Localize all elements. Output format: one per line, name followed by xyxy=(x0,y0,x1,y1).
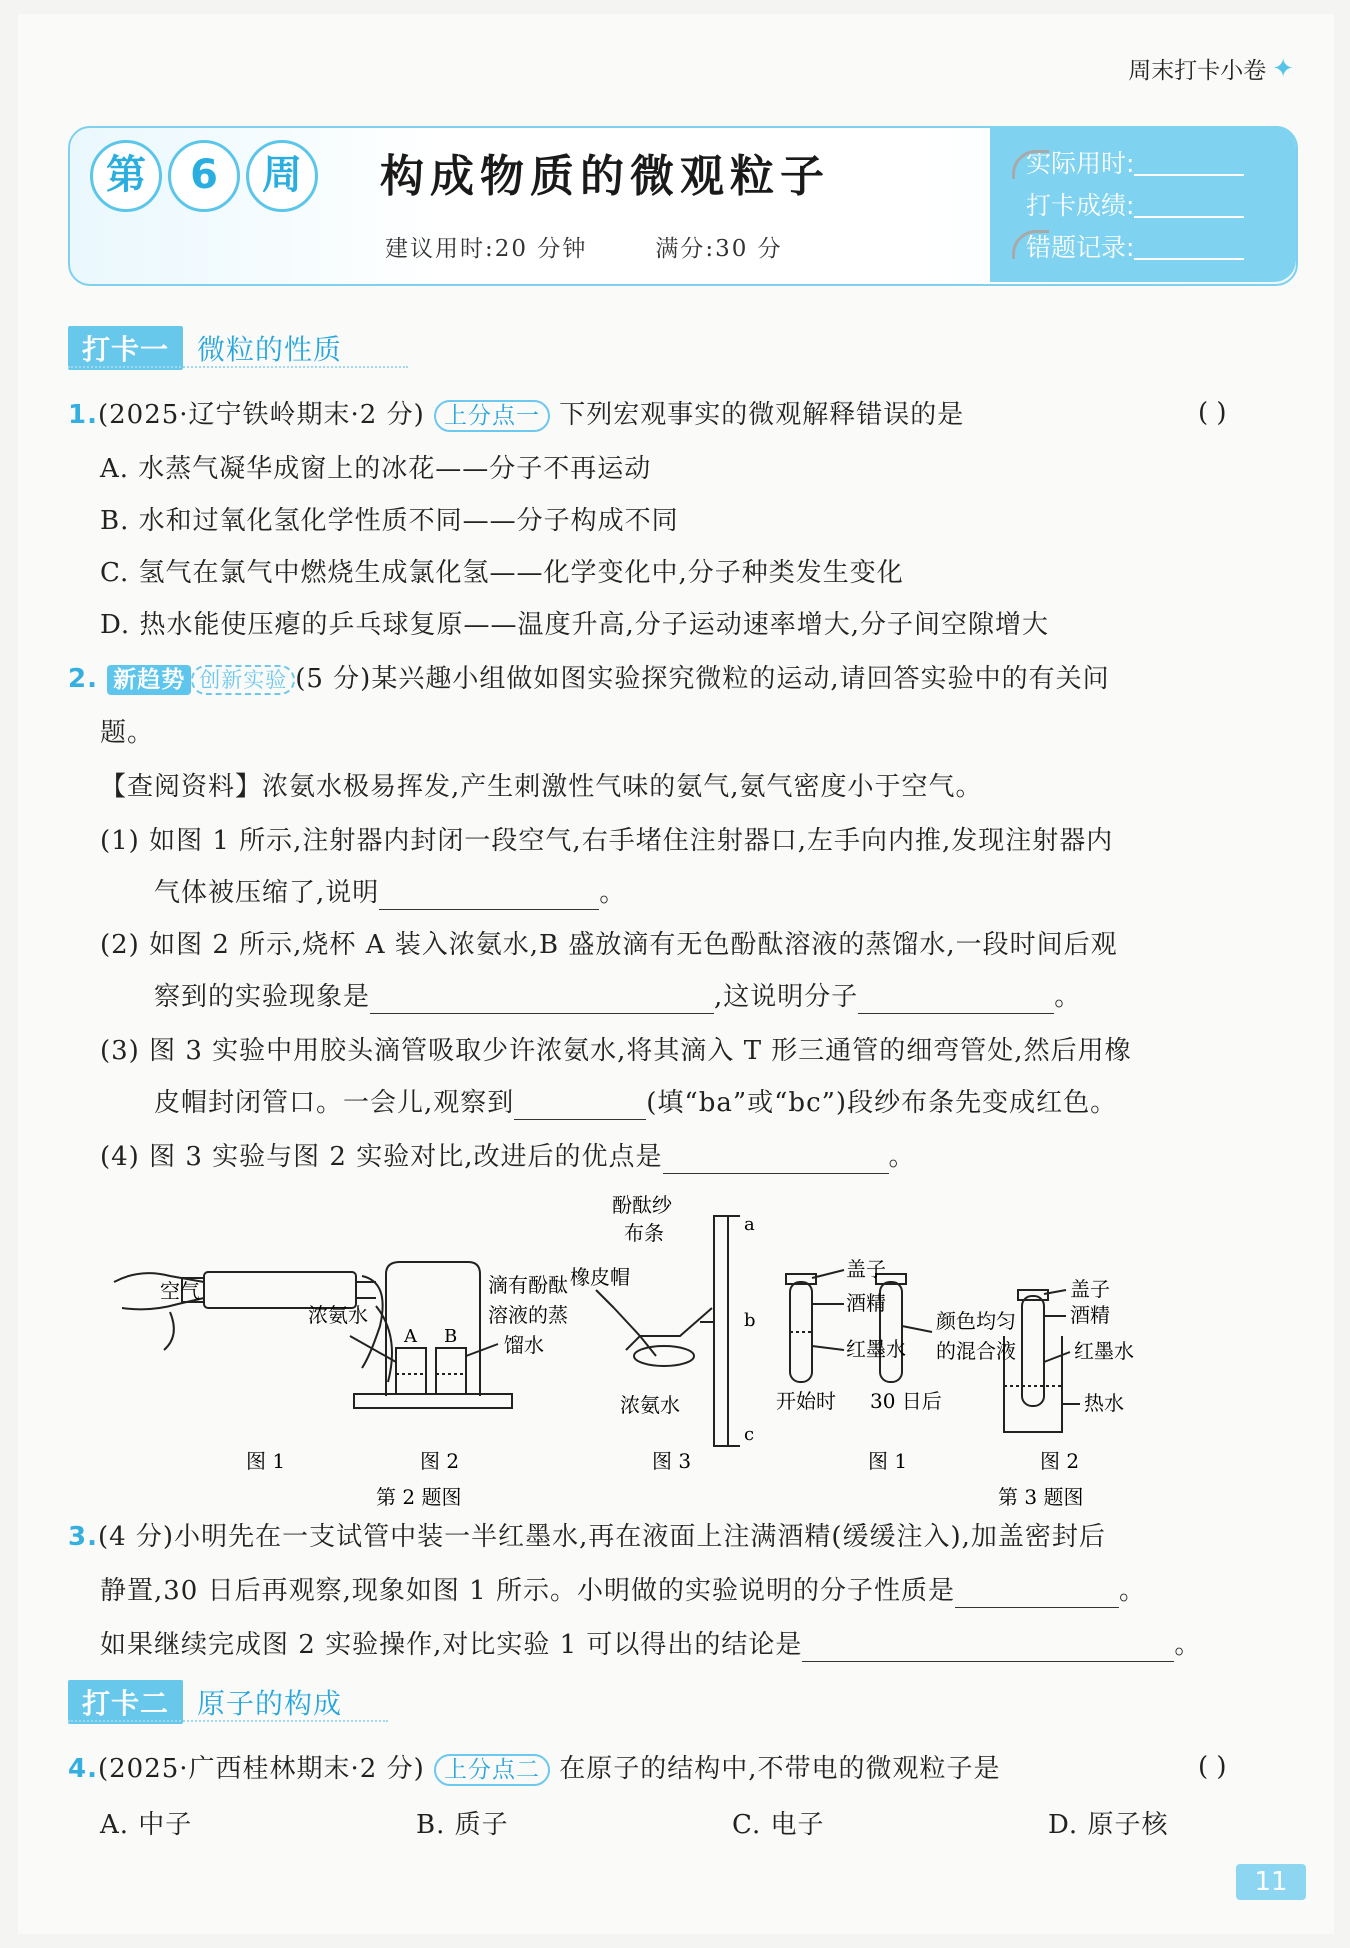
q1-meta: (2025·辽宁铁岭期末·2 分) xyxy=(97,400,425,430)
q2-part3-blank[interactable] xyxy=(514,1091,646,1120)
section-underline xyxy=(68,1720,388,1722)
q3-blank-b[interactable] xyxy=(802,1633,1174,1662)
q2-part3-line1: (3) 图 3 实验中用胶头滴管吸取少许浓氨水,将其滴入 T 形三通管的细弯管处,然后用橡 xyxy=(100,1036,1132,1066)
q2-part1-line2: 气体被压缩了,说明 。 xyxy=(154,878,627,908)
q2-part2-line2: 察到的实验现象是 ,这说明分子 。 xyxy=(154,982,1082,1012)
record-row-errors: 错题记录: xyxy=(1026,228,1244,264)
q2-part1-line1: (1) 如图 1 所示,注射器内封闭一段空气,右手堵住注射器口,左手向内推,发现注射器内 xyxy=(100,826,1114,856)
q2-part2-blank-b[interactable] xyxy=(858,985,1054,1014)
corner-tag xyxy=(1128,52,1294,85)
q3-fig1-caption: 图 1 xyxy=(868,1449,908,1473)
q1-stem xyxy=(68,398,964,432)
q2-part4: (4) 图 3 实验与图 2 实验对比,改进后的优点是 。 xyxy=(100,1142,916,1172)
fig3-ammonia-label: 浓氨水 xyxy=(620,1393,680,1417)
page-number: 11 xyxy=(1236,1864,1306,1900)
q1-option-c[interactable]: C. 氢气在氯气中燃烧生成氯化氢——化学变化中,分子种类发生变化 xyxy=(100,558,904,588)
q3-lid-label: 盖子 xyxy=(846,1257,886,1281)
fig3-point-c: c xyxy=(744,1424,755,1445)
q1-option-b[interactable]: B. 水和过氧化氢化学性质不同——分子构成不同 xyxy=(100,506,679,536)
q3-line3: 如果继续完成图 2 实验操作,对比实验 1 可以得出的结论是 。 xyxy=(100,1630,1202,1660)
corner-tag-text: 周末打卡小卷 xyxy=(1128,58,1267,84)
q2-stem-text: (5 分)某兴趣小组做如图实验探究微粒的运动,请回答实验中的有关问 xyxy=(295,664,1110,694)
q1-stem-text: 下列宏观事实的微观解释错误的是 xyxy=(559,400,965,430)
q2-part1-blank[interactable] xyxy=(379,881,599,910)
q4-stem-text: 在原子的结构中,不带电的微观粒子是 xyxy=(559,1754,1001,1784)
fig1-syringe xyxy=(114,1272,392,1382)
q3-fig2-caption: 图 2 xyxy=(1040,1449,1080,1473)
q3-lid2-label: 盖子 xyxy=(1070,1277,1110,1301)
section-tag: 打卡二 xyxy=(68,1680,183,1724)
q2-trend-tag: 新趋势 xyxy=(107,665,191,695)
full-score: 满分:30 分 xyxy=(655,236,783,262)
q2-figure-caption: 第 2 题图 xyxy=(376,1485,462,1506)
q3-mixed-label-2: 的混合液 xyxy=(936,1339,1016,1363)
fig3-gauze-label-2: 布条 xyxy=(624,1221,664,1245)
fig3-point-b: b xyxy=(744,1310,756,1331)
fig3-cap-label: 橡皮帽 xyxy=(570,1265,630,1289)
section-name: 原子的构成 xyxy=(197,1687,343,1720)
q1-point-tag: 上分点一 xyxy=(434,400,550,432)
suggested-time: 建议用时:20 分钟 xyxy=(385,236,588,262)
q1-option-d[interactable]: D. 热水能使压瘪的乒乓球复原——温度升高,分子运动速率增大,分子间空隙增大 xyxy=(100,610,1049,640)
q3-mixed-label-1: 颜色均匀 xyxy=(936,1309,1016,1333)
record-row-score: 打卡成绩: xyxy=(1026,186,1244,222)
section-header-1 xyxy=(68,326,342,370)
week-char-3: 周 xyxy=(246,140,318,212)
q2-number: 2. xyxy=(68,664,98,694)
section-header-2 xyxy=(68,1680,342,1724)
week-badge xyxy=(90,140,318,212)
q2-part3-line2: 皮帽封闭管口。一会儿,观察到 (填“ba”或“bc”)段纱布条先变成红色。 xyxy=(154,1088,1118,1118)
binder-hook-icon xyxy=(1012,150,1049,179)
q4-meta: (2025·广西桂林期末·2 分) xyxy=(97,1754,425,1784)
fig2-phenol-label-1: 滴有酚酞 xyxy=(488,1273,568,1297)
fig3-gauze-label-1: 酚酞纱 xyxy=(612,1193,672,1217)
q2-stem xyxy=(68,662,1110,696)
fig2-beaker-a: A xyxy=(404,1326,417,1347)
q2-part2-line1: (2) 如图 2 所示,烧杯 A 装入浓氨水,B 盛放滴有无色酚酞溶液的蒸馏水,一段时间后观 xyxy=(100,930,1118,960)
sparkle-icon: ✦ xyxy=(1272,53,1294,84)
q3-line2: 静置,30 日后再观察,现象如图 1 所示。小明做的实验说明的分子性质是 。 xyxy=(100,1576,1146,1606)
page-title: 构成物质的微观粒子 xyxy=(380,151,830,202)
q4-option-d[interactable]: D. 原子核 xyxy=(1048,1810,1169,1840)
q3-red-ink2-label: 红墨水 xyxy=(1074,1339,1134,1363)
q2-part2-blank-a[interactable] xyxy=(370,985,714,1014)
fig2-phenol-label-3: 馏水 xyxy=(504,1333,544,1357)
q4-number: 4. xyxy=(68,1754,98,1784)
q1-option-a[interactable]: A. 水蒸气凝华成窗上的冰花——分子不再运动 xyxy=(100,454,652,484)
fig1-caption: 图 1 xyxy=(246,1449,286,1473)
q2-innovation-tag: 创新实验 xyxy=(191,665,295,695)
q3-start-label: 开始时 xyxy=(776,1389,836,1413)
q3-line1: 3.(4 分)小明先在一支试管中装一半红墨水,再在液面上注满酒精(缓缓注入),加盖密封后 xyxy=(68,1522,1106,1552)
q1-number: 1. xyxy=(68,400,98,430)
section-name: 微粒的性质 xyxy=(197,333,343,366)
fig3-caption: 图 3 xyxy=(652,1449,692,1473)
fig2-beaker-b: B xyxy=(444,1326,458,1347)
experiment-figures xyxy=(100,1186,1300,1506)
q3-blank-a[interactable] xyxy=(955,1579,1119,1608)
q3-after-label: 30 日后 xyxy=(870,1389,942,1413)
q4-option-a[interactable]: A. 中子 xyxy=(100,1810,193,1840)
binder-hook-icon xyxy=(1012,230,1049,259)
q2-reference: 【查阅资料】浓氨水极易挥发,产生刺激性气味的氨气,氨气密度小于空气。 xyxy=(100,772,983,802)
q2-part4-blank[interactable] xyxy=(663,1145,889,1174)
section-tag: 打卡一 xyxy=(68,326,183,370)
q1-answer-paren[interactable]: ( ) xyxy=(1198,398,1227,428)
fig2-phenol-label-2: 溶液的蒸 xyxy=(488,1303,568,1327)
q4-answer-paren[interactable]: ( ) xyxy=(1198,1752,1227,1782)
q3-red-ink-label: 红墨水 xyxy=(846,1337,906,1361)
q4-option-b[interactable]: B. 质子 xyxy=(416,1810,509,1840)
record-panel xyxy=(990,126,1296,282)
fig2-ammonia-label: 浓氨水 xyxy=(308,1303,368,1327)
q3-number: 3. xyxy=(68,1522,98,1552)
q3-alcohol2-label: 酒精 xyxy=(1070,1303,1110,1327)
q3-hot-water-label: 热水 xyxy=(1084,1391,1124,1415)
q4-point-tag: 上分点二 xyxy=(434,1754,550,1786)
q4-option-c[interactable]: C. 电子 xyxy=(732,1810,825,1840)
record-row-time: 实际用时: xyxy=(1026,144,1244,180)
q3-fig1-tubes xyxy=(786,1270,932,1382)
section-underline xyxy=(68,366,408,368)
q3-figure-caption: 第 3 题图 xyxy=(998,1485,1084,1506)
fig3-point-a: a xyxy=(744,1214,755,1235)
week-char-1: 第 xyxy=(90,140,162,212)
fig2-caption: 图 2 xyxy=(420,1449,460,1473)
fig1-air-label: 空气 xyxy=(160,1279,200,1303)
q4-stem xyxy=(68,1752,1001,1786)
week-number: 6 xyxy=(168,140,240,212)
q2-stem-line2: 题。 xyxy=(100,718,155,748)
q3-alcohol-label: 酒精 xyxy=(846,1291,886,1315)
header-meta xyxy=(385,230,783,263)
